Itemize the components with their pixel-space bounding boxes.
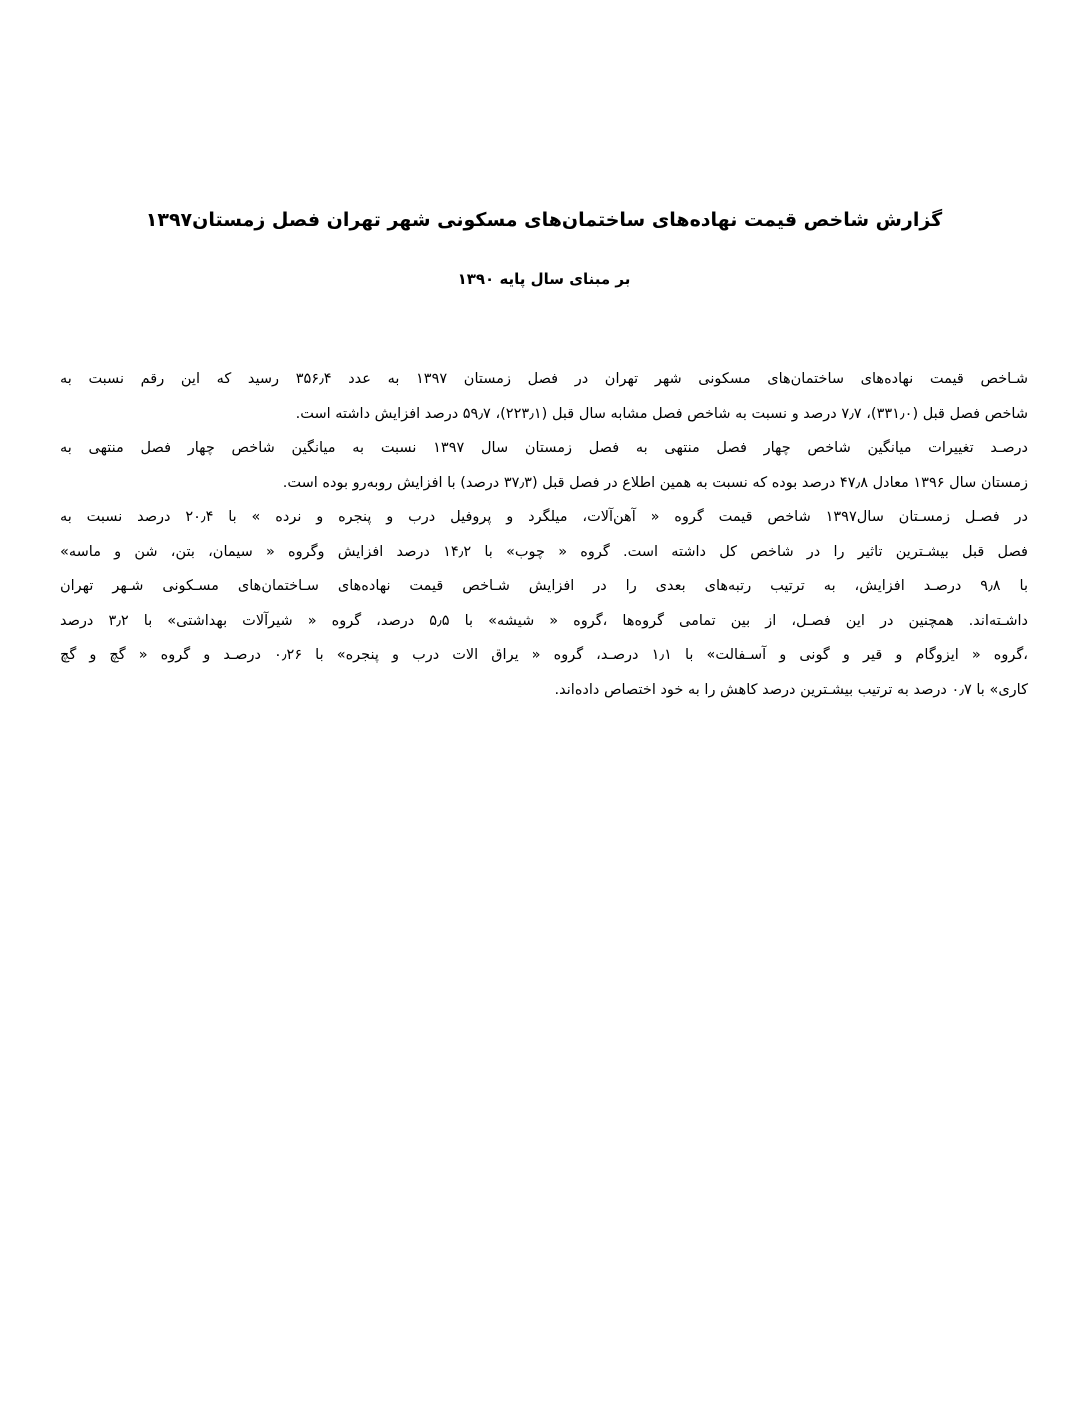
body-line: درصـد تغییرات میانگین شاخص چهار فصل منتهی به فصل زمستان سال ۱۳۹۷ نسبت به میانگین شاخص چهار فصل منتهی به	[60, 440, 1028, 456]
body-line: در فصـل زمسـتان سال۱۳۹۷ شاخص قیمت گروه « آهن‌آلات، میلگرد و پروفیل درب و پنجره و نرده » با ۲۰٫۴ درصد نسبت به	[60, 509, 1028, 525]
body-line: کاری» با ۰٫۷ درصد به ترتیب بیشـترین درصد کاهش را به خود اختصاص داده‌اند.	[554, 681, 1028, 698]
body-line: شاخص فصل قبل (۳۳۱٫۰)، ۷٫۷ درصد و نسبت به شاخص فصل مشابه سال قبل (۲۲۳٫۱)، ۵۹٫۷ درصد افزایش داشته است.	[295, 405, 1028, 422]
report-subtitle: بر مبنای سال پایه ۱۳۹۰	[457, 270, 631, 288]
body-line: ،گروه « ایزوگام و قیر و گونی و آسـفالت» با ۱٫۱ درصـد، گروه « یراق الات درب و پنجره» با ۰٫۲۶ درصـد و گروه « گچ و گچ	[60, 647, 1028, 663]
body-line: با ۹٫۸ درصـد افزایش، به ترتیب رتبه‌های بعدی را در افزایش شـاخص قیمت نهاده‌های سـاختمان‌های مسـکونی شـهر تهران	[60, 578, 1028, 594]
body-line: شـاخص قیمت نهاده‌های ساختمان‌های مسکونی شهر تهران در فصل زمستان ۱۳۹۷ به عدد ۳۵۶٫۴ رسید که این رقم نسبت به	[60, 371, 1028, 387]
body-line: داشـته‌اند. همچنین در این فصـل، از بین تمامی گروه‌ها ،گروه « شیشه» با ۵٫۵ درصد، گروه « شیرآلات بهداشتی» با ۳٫۲ درصد	[60, 612, 1028, 629]
report-title: گزارش شاخص قیمت نهاده‌های ساختمان‌های مسکونی شهر تهران فصل زمستان۱۳۹۷	[145, 209, 943, 231]
body-line: فصل قبل بیشـترین تاثیر را در شاخص کل داشته است. گروه « چوب» با ۱۴٫۲ درصد افزایش وگروه « سیمان، بتن، شن و ماسه»	[60, 543, 1028, 560]
body-line: زمستان سال ۱۳۹۶ معادل ۴۷٫۸ درصد بوده که نسبت به همین اطلاع در فصل قبل (۳۷٫۳ درصد) با افزایش روبه‌رو بوده است.	[282, 474, 1028, 491]
report-body	[60, 362, 1028, 707]
